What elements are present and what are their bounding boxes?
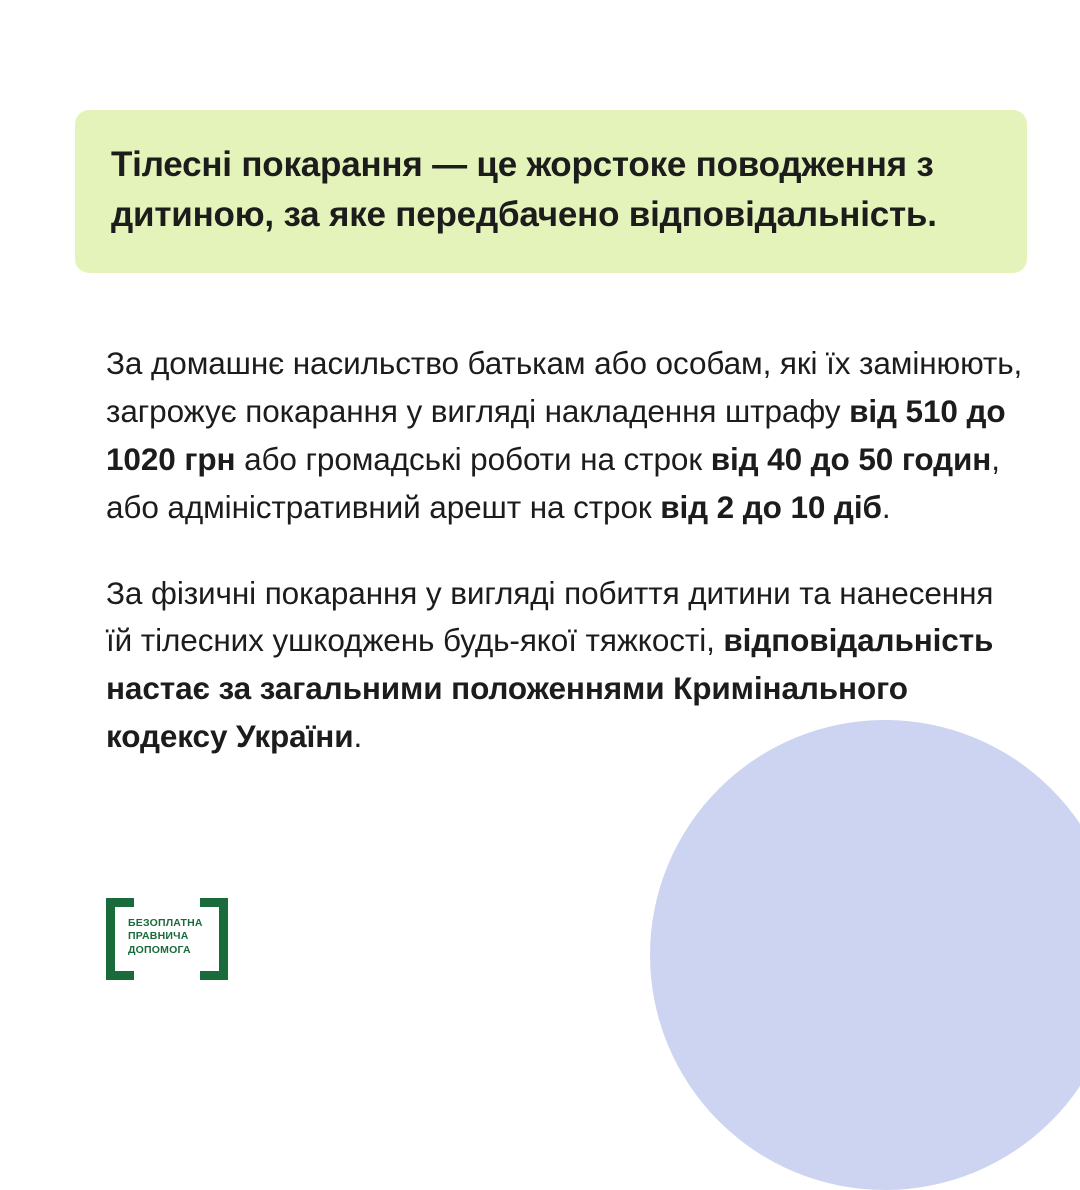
logo-line-1: БЕЗОПЛАТНА [128, 917, 203, 929]
bracket-logo-icon [106, 898, 228, 980]
body-text-block [106, 340, 1026, 799]
paragraph-criminal-code [106, 570, 1026, 762]
paragraph-2-part-2: . [353, 718, 363, 755]
logo-text [128, 917, 210, 957]
logo-line-2: ПРАВНИЧА [128, 930, 189, 943]
paragraph-1-part-3: , або адміністративний арешт на строк [106, 440, 1000, 525]
paragraph-1-part-1: За домашнє насильство батькам або особам, які їх замінюють, загрожує покарання у вигляді накладення штрафу [106, 345, 1023, 429]
paragraph-1-bold-fine: від 510 до 1020 грн [106, 392, 1006, 477]
paragraph-1-part-2: або громадські роботи на строк [235, 440, 711, 477]
paragraph-2-bold-responsibility: відповідальність настає за загальними положеннями Кримінального кодексу України [106, 622, 994, 755]
paragraph-1-bold-arrest: від 2 до 10 діб [660, 488, 882, 525]
paragraph-2-part-1: За фізичні покарання у вигляді побиття дитини та нанесення їй тілесних ушкоджень будь-якої тяжкості, [106, 574, 994, 659]
paragraph-1-bold-hours: від 40 до 50 годин [710, 440, 992, 477]
logo-line-3: ДОПОМОГА [128, 943, 191, 956]
paragraph-1-part-4: . [881, 488, 891, 525]
highlight-callout [75, 110, 1027, 273]
highlight-text: Тілесні покарання — це жорстоке поводження з дитиною, за яке передбачено відповідальність. [111, 145, 937, 234]
paragraph-penalties [106, 340, 1026, 532]
